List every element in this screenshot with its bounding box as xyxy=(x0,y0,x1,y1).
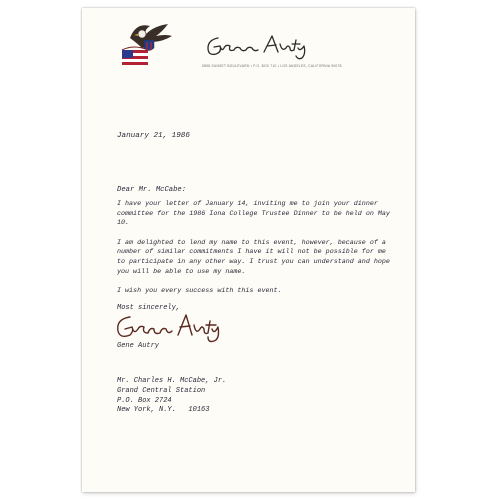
letterhead-signature xyxy=(202,30,312,60)
closing: Most sincerely, xyxy=(117,304,181,312)
eagle-with-flag-icon xyxy=(116,20,176,70)
body-paragraph: I am delighted to lend my name to this event, however, because of a number of similar commitments I have it will not be possible for me to participate in any other way. I trust you can understand and hope you will be able to use my name. xyxy=(117,238,390,276)
recipient-line: New York, N.Y. 10163 xyxy=(117,406,210,415)
recipient-line: Grand Central Station xyxy=(117,386,206,395)
body-paragraph: I have your letter of January 14, inviting me to join your dinner committee for the 1986 Iona College Trustee Dinner to be held on May 10. xyxy=(117,200,390,228)
recipient-line: Mr. Charles H. McCabe, Jr. xyxy=(117,377,227,385)
letterhead-address: 5858 SUNSET BOULEVARD • P.O. BOX 710 • LOS ANGELES, CALIFORNIA 90078 xyxy=(202,64,342,68)
handwritten-signature xyxy=(112,311,222,343)
recipient-line: P.O. Box 2724 xyxy=(117,396,172,405)
body-paragraph: I wish you every success with this event. xyxy=(117,287,282,296)
signer-name: Gene Autry xyxy=(117,342,160,350)
letter-body xyxy=(117,200,392,307)
salutation: Dear Mr. McCabe: xyxy=(117,186,187,194)
recipient-address xyxy=(117,377,226,416)
letter-date: January 21, 1986 xyxy=(117,132,190,140)
letter-sheet xyxy=(82,8,415,492)
